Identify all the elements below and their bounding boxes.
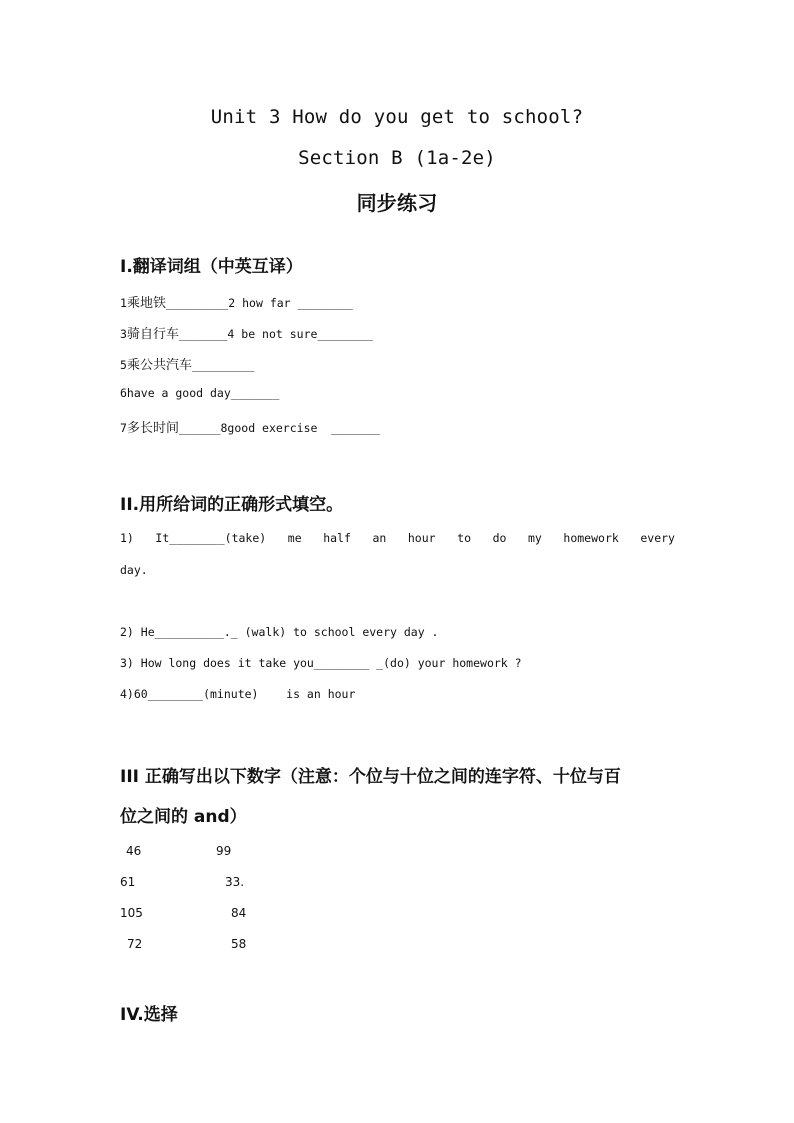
item-number: 3 (120, 327, 127, 341)
item-text: 骑自行车 (126, 327, 179, 342)
part2-question-4[interactable]: 4)60________(minute) is an hour (120, 687, 356, 701)
question-word: an (372, 531, 387, 545)
question-word: me (287, 531, 302, 545)
number-item: 58 (231, 937, 247, 951)
item-text: 乘地铁 (126, 296, 166, 311)
number-item: 72 (127, 937, 143, 951)
answer-blank[interactable]: _______ (331, 421, 380, 435)
part1-item-row-1 (120, 292, 353, 311)
question-word: do (492, 531, 507, 545)
unit-title: Unit 3 How do you get to school? (210, 106, 584, 128)
part2-question-2[interactable]: 2) He__________._ (walk) to school every day . (120, 625, 439, 639)
item-text: 多长时间 (126, 421, 179, 436)
part2-question-1 (120, 531, 675, 545)
item-number: 5 (120, 358, 127, 372)
item-text: 6have a good day (120, 386, 231, 400)
item-text: be not sure (234, 327, 318, 341)
part3-heading-line-2: 位之间的 and） (120, 807, 247, 827)
number-item: 33. (225, 875, 245, 889)
question-word: 1) (120, 531, 134, 545)
answer-blank[interactable]: _________ (165, 296, 229, 310)
item-text: 8good exercise (220, 421, 332, 435)
answer-blank[interactable]: ________ (317, 327, 373, 341)
number-item: 84 (231, 906, 247, 920)
answer-blank[interactable]: ________ (297, 296, 353, 310)
part1-item-row-4 (120, 386, 279, 400)
question-word: half (323, 531, 351, 545)
question-word: every (640, 531, 675, 545)
answer-blank[interactable]: _______ (178, 327, 228, 341)
item-number: 2 (228, 296, 236, 310)
item-number: 4 (227, 327, 235, 341)
part3-heading-line-1: III 正确写出以下数字（注意：个位与十位之间的连字符、十位与百 (120, 767, 621, 787)
number-item: 99 (216, 844, 232, 858)
part2-question-3[interactable]: 3) How long does it take you________ _(do) your homework ? (120, 656, 522, 670)
part1-item-row-5 (120, 417, 380, 436)
part4-heading: IV.选择 (120, 1005, 178, 1025)
part1-item-row-2 (120, 323, 373, 342)
answer-blank[interactable]: ______ (178, 421, 221, 435)
worksheet-subtitle: 同步练习 (356, 191, 438, 215)
part1-item-row-3 (120, 354, 254, 373)
item-number: 7 (120, 421, 127, 435)
question-word: hour (407, 531, 436, 545)
part1-heading: I.翻译词组（中英互译） (120, 257, 303, 277)
number-item: 46 (126, 844, 142, 858)
item-text: 乘公共汽车 (126, 358, 192, 373)
part2-question-1-continuation: day. (120, 563, 148, 577)
answer-blank[interactable]: _______ (230, 386, 280, 400)
item-number: 1 (120, 296, 127, 310)
item-text: how far (235, 296, 298, 310)
number-item: 61 (120, 875, 136, 889)
question-word: my (527, 531, 542, 545)
question-word[interactable]: It________(take) (155, 531, 267, 545)
part2-heading: II.用所给词的正确形式填空。 (120, 495, 344, 515)
question-word: homework (563, 531, 619, 545)
answer-blank[interactable]: _________ (191, 358, 255, 372)
question-word: to (457, 531, 471, 545)
section-title: Section B (1a-2e) (298, 147, 496, 169)
number-item: 105 (120, 906, 143, 920)
